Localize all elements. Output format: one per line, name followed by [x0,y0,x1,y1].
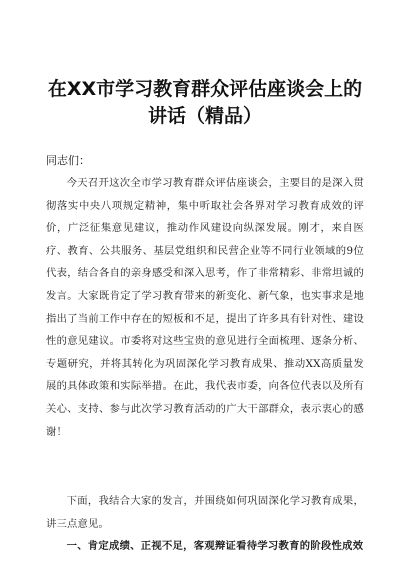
paragraph-2: 下面，我结合大家的发言，并围绕如何巩固深化学习教育成果，讲三点意见。 [46,495,364,530]
section-heading: 一、肯定成绩、正视不足，客观辩证看待学习教育的阶段性成效 [66,540,364,552]
document-title: 在XX市学习教育群众评估座谈会上的讲话（精品） [47,78,363,127]
greeting: 同志们： [46,154,90,167]
paragraph-1: 今天召开这次全市学习教育群众评估座谈会，主要目的是深入贯彻落实中央八项规定精神，集中听取社会各界对学习教育成效的评价，广泛征集意见建议，推动作风建设向纵深发展。刚才，来自医疗、教育、公共服务、基层党组织和民营企业等不同行业领域的9位代表，结合各自的亲身感受和深入思考，作了非常精彩、非常坦诚的发言。大家既肯定了学习教育带来的新变化、新气象，也实事求是地指出了当前工作中存在的短板和不足，提出了许多具有针对性、建设性的意见建议。市委将对这些宝贵的意见进行全面梳理、逐条分析、专题研究，并将其转化为巩固深化学习教育成果、推动XX高质量发展的具体政策和实际举措。在此，我代表市委，向各位代表以及所有关心、支持、参与此次学习教育活动的广大干部群众，表示衷心的感谢！ [46,177,364,438]
